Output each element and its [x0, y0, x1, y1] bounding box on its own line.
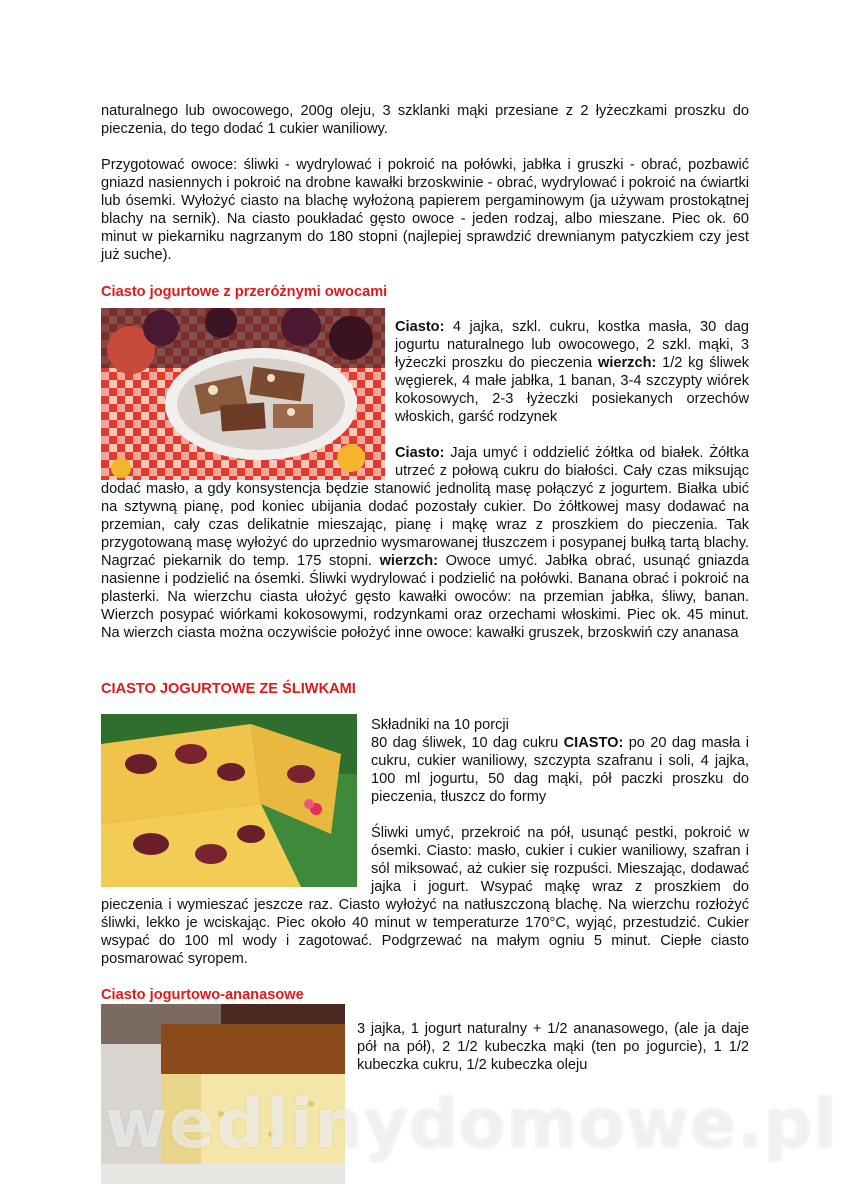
recipe-title-3: Ciasto jogurtowo-ananasowe [101, 987, 304, 1003]
plum-cake-photo [101, 714, 357, 887]
plum-cake-image [101, 714, 357, 887]
intro-paragraph-2: Przygotować owoce: śliwki - wydrylować i pokroić na połówki, jabłka i gruszki - obrać, pozbawić gniazd nasiennych i pokroić na drobne kawałki brzoskwinie - obrać, wydrylować i pokroić na ćwiartki lub ósemki. Wyłożyć ciasto na blachę wyłożoną papierem pergaminowym (ja używam prostokątnej blachy na sernik). Na ciasto poukładać gęsto owoce - jeden rodzaj, albo mieszane. Piec ok. 60 minut w piekarniku nagrzanym do 180 stopni (najlepiej sprawdzić drewnianym patyczkiem czy jest już suche). [101, 157, 749, 263]
recipe-1-ingredients: Ciasto: 4 jajka, szkl. cukru, kostka masła, 30 dag jogurtu naturalnego lub owocowego, 2 szkl. mąki, 3 łyżeczki proszku do pieczenia wierzch: 1/2 kg śliwek węgierek, 4 małe jabłka, 1 banan, 3-4 szczypty wiórek kokosowych, 2-3 łyżeczki posiekanych orzechów włoskich, garść rodzynek [395, 319, 749, 425]
recipe-title-2: CIASTO JOGURTOWE ZE ŚLIWKAMI [101, 681, 356, 697]
recipe-title-1: Ciasto jogurtowe z przeróżnymi owocami [101, 284, 388, 300]
cake-plate-photo [101, 308, 385, 480]
recipe-2-body [101, 714, 749, 968]
recipe-1-body [101, 306, 749, 642]
fruit-cake-image [101, 308, 385, 480]
recipe-2-ingredients: 80 dag śliwek, 10 dag cukru CIASTO: po 20 dag masła i cukru, cukier waniliowy, szczypta szafranu i soli, 4 jajka, 100 ml jogurtu, 50 dag mąki, pół paczki proszku do pieczenia, tłuszcz do formy [371, 735, 749, 805]
recipe-3-ingredients: 3 jajka, 1 jogurt naturalny + 1/2 ananasowego, (ale ja daje pół na pół), 2 1/2 kubeczka mąki (ten po jogurcie), 1 1/2 kubeczka cukru, 1/2 kubeczka oleju [357, 1021, 749, 1073]
recipe-1-method: Ciasto: Jaja umyć i oddzielić żółtka od białek. Żółtka utrzeć z połową cukru do białości. Cały czas miksując dodać masło, a gdy konsystencja będzie stanowić jednolitą masę połączyć z jogurtem. Białka ubić na sztywną pianę, pod koniec ubijania dodać pozostały cukier. Do żółtkowej masy dodawać na przemian, cały czas delikatnie mieszając, pianę i mąkę wraz z proszkiem do pieczenia. Tak przygotowaną masę wyłożyć do uprzednio wysmarowanej tłuszczem i posypanej bułką tartą blachy. Nagrzać piekarnik do temp. 175 stopni. wierzch: Owoce umyć. Jabłka obrać, usunąć gniazda nasienne i podzielić na ósemki. Śliwki wydrylować i podzielić na połówki. Banana obrać i pokroić na plasterki. Na wierzchu ciasta ułożyć gęsto kawałki owoców: na przemian jabłka, śliwy, banan. Wierzch posypać wiórkami kokosowymi, rodzynkami oraz orzechami włoskimi. Piec ok. 45 minut. Na wierzch ciasta można oczywiście położyć inne owoce: kawałki gruszek, brzoskwiń czy ananasa [101, 445, 749, 641]
intro-paragraph-1: naturalnego lub owocowego, 200g oleju, 3 szklanki mąki przesiane z 2 łyżeczkami proszku do pieczenia, do tego dodać 1 cukier waniliowy. [101, 103, 749, 137]
recipe-2-method: Śliwki umyć, przekroić na pół, usunąć pestki, pokroić w ósemki. Ciasto: masło, cukier i cukier waniliowy, szafran i sól miksować, aż cukier się rozpuści. Mieszając, dodawać jajka i jogurt. Wsypać mąkę wraz z proszkiem do pieczenia i wymieszać jeszcze raz. Ciasto wyłożyć na natłuszczoną blachę. Na wierzchu rozłożyć śliwki, lekko je wciskając. Piec około 40 minut w temperaturze 170°C, wyjąć, przestudzić. Cukier wsypać do 100 ml wody i zagotować. Podgrzewać na małym ogniu 5 minut. Ciepłe ciasto posmarować syropem. [101, 825, 749, 967]
watermark: wedlinydomowe.pl [105, 1085, 838, 1164]
recipe-2-servings: Składniki na 10 porcji [371, 717, 509, 733]
